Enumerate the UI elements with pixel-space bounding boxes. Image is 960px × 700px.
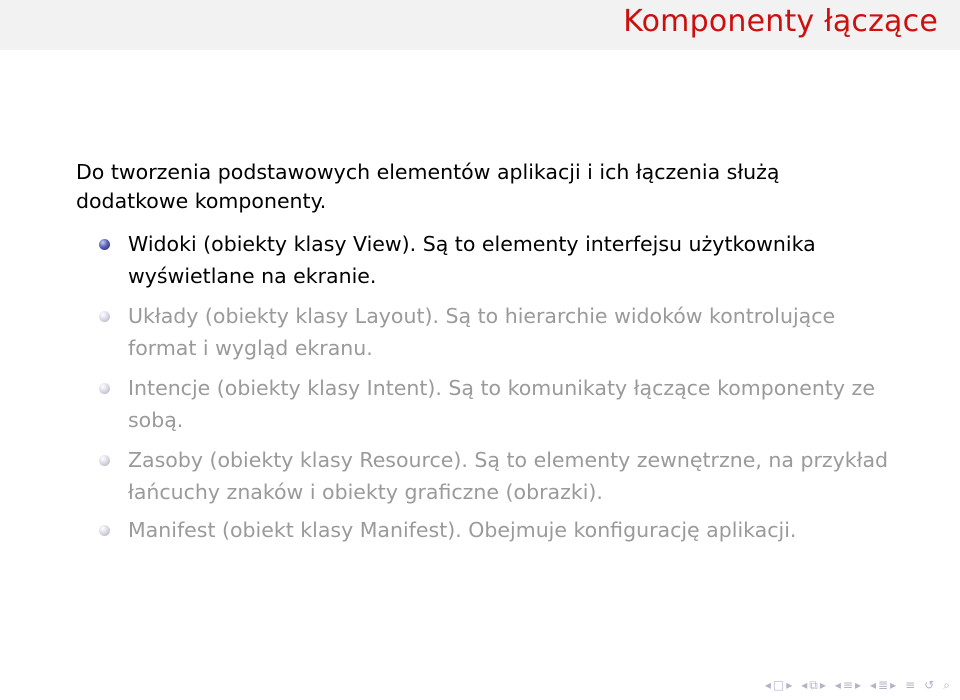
list-item-text: Zasoby (obiekty klasy Resource). Są to elementy zewnętrzne, na przykład łańcuchy znaków i obiekty graficzne (obrazki). — [128, 448, 889, 504]
presentation-icon[interactable]: ≣ — [878, 678, 889, 692]
right-arrow-icon[interactable]: ▸ — [819, 678, 826, 692]
subsection-icon[interactable]: ⧉ — [809, 678, 818, 692]
section-icon[interactable]: ≡ — [842, 678, 853, 692]
bullet-icon — [99, 311, 110, 322]
left-arrow-icon[interactable]: ◂ — [834, 678, 841, 692]
right-arrow-icon[interactable]: ▸ — [854, 678, 862, 692]
list-item-text: Manifest (obiekt klasy Manifest). Obejmuje konfigurację aplikacji. — [128, 518, 797, 542]
slide-title: Komponenty łączące — [623, 4, 938, 39]
list-item-text: Intencje (obiekty klasy Intent). Są to komunikaty łączące komponenty ze sobą. — [128, 376, 875, 432]
section-nav — [835, 678, 861, 692]
list-item — [128, 514, 908, 546]
subsection-nav — [801, 678, 826, 692]
search-icon[interactable]: ⌕ — [943, 678, 950, 692]
list-item — [128, 444, 908, 508]
right-arrow-icon[interactable]: ▸ — [786, 678, 793, 692]
frame-icon[interactable]: □ — [772, 678, 785, 692]
list-item-text: Układy (obiekty klasy Layout). Są to hierarchie widoków kontrolujące format i wygląd ekranu. — [128, 304, 836, 360]
intro-paragraph: Do tworzenia podstawowych elementów aplikacji i ich łączenia służą dodatkowe komponenty. — [76, 160, 780, 213]
list-item — [128, 372, 908, 436]
bullet-icon — [99, 383, 110, 394]
list-item — [128, 300, 908, 364]
list-item — [128, 228, 908, 292]
presentation-nav — [870, 678, 896, 692]
list-item-text: Widoki (obiekty klasy View). Są to elementy interfejsu użytkownika wyświetlane na ekranie. — [128, 232, 816, 288]
bullet-icon — [99, 455, 110, 466]
title-bar — [0, 0, 960, 50]
bullet-icon — [99, 239, 110, 250]
bullet-icon — [99, 525, 110, 536]
right-arrow-icon[interactable]: ▸ — [890, 678, 897, 692]
left-arrow-icon[interactable]: ◂ — [870, 678, 877, 692]
frame-nav — [765, 678, 792, 692]
left-arrow-icon[interactable]: ◂ — [764, 678, 771, 692]
navigation-bar — [765, 676, 950, 694]
align-icon[interactable]: ≡ — [905, 678, 916, 692]
left-arrow-icon[interactable]: ◂ — [801, 678, 808, 692]
undo-icon[interactable]: ↺ — [924, 678, 935, 692]
